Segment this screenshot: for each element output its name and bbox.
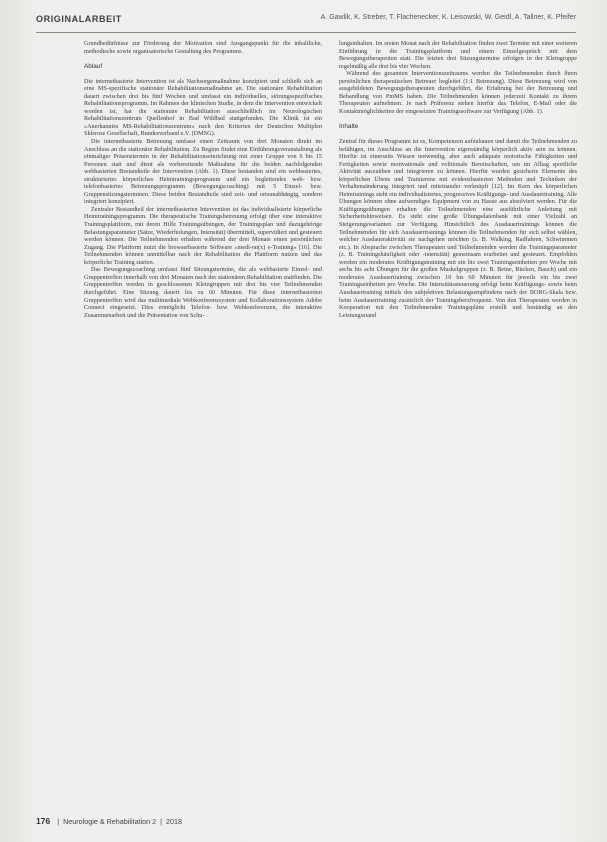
header-rule [36,32,576,33]
paragraph: Zentral für dieses Programm ist es, Kompetenzen aufzubauen und damit die Teilnehmenden zu befähigen, im Anschluss an die Intervention eigenständig körperlich aktiv sein zu können. Hierfür ist einerseits Wissen notwendig, aber auch adäquate motorische Fähigkeiten und Fertigkeiten sowie motivationale und volitionale Bereitschaften, um im Alltag sportliche Aktivität auszuüben und integrieren zu können. Hierfür wurden gesicherte Elemente des körperlichen Übens und Trainierens mit evidenzbasierten Methoden und Techniken der Verhaltensänderung integriert und miteinander verknüpft [12]. Im Kern des körperlichen Heimtrainings steht ein individualisiertes, progressives Kräftigungs- und Ausdauertraining. Alle Übungen können ohne aufwendiges Equipment von zu Hause aus absolviert werden. Für die Kräftigungsübungen erhalten die Teilnehmenden eine ausführliche Anleitung mit Sicherheitshinweisen. Es steht eine große Übungsdatenbank mit einer Vielzahl an Steigerungsvarianten zur Verfügung. Hinsichtlich des Ausdauertrainings können die Teilnehmenden für sich Ausdauertrainings können die Teilnehmenden für sich selbst wählen, welcher Ausdaueraktivität sie nachgehen möchten (z. B. Walking, Radfahren, Schwimmen etc.). In Absprache zwischen Therapeuten und Teilnehmenden werden die Trainingsparameter (z. B. Trainingshäufigkeit oder -intensität) gemeinsam erarbeitet und gesteuert. Empfohlen werden ein moderates Kräftigungstraining mit ein bis zwei Trainingseinheiten pro Woche mit sechs bis acht Übungen für die großen Muskelgruppen (z. B. Beine, Rücken, Bauch) und ein moderates Ausdauertraining zwischen 10 bis 60 Minuten für jeweils ein bis zwei Trainingseinheiten pro Woche. Die Intensitätssteuerung erfolgt beim Kräftigungs- sowie beim Ausdauertraining mittels des subjektiven Belastungsempfindens nach der BORG-Skala bzw. beim Ausdauertraining zusätzlich der Trainingsherzfrequenz. Von den Therapeuten werden in Kooperation mit den Teilnehmenden Trainingspläne erstellt und beständig an den Leistungsstand [339,138,577,319]
author-list: A. Gawlik, K. Streber, T. Flachenecker, K. Leisowski, W. Geidl, A. Tallner, K. Pfeifer [320,14,576,21]
page-footer [36,816,182,826]
page-header [36,14,576,28]
subheading-ablauf: Ablauf [84,63,103,71]
footer-separator: | [57,817,60,826]
left-column [84,40,322,319]
paragraph: Die internetbasierte Betreuung umfasst einen Zeitraum von drei Monaten direkt im Anschluss an die stationäre Rehabilitation. Zu Beginn findet eine Einführungsveranstaltung als einmaliger Präsenztermin in der Rehabilitationseinrichtung mit einer Gruppe von 6 bis 15 Personen statt und dient als vorbereitende Maßnahme für die beiden nachfolgenden webbasierten Bestandteile der Intervention (Abb. 1). Diese bestanden sind ein webbasiertes, strukturiertes körperliches Heimtrainingsprogramm und ein begleitendes web- bzw. telefonbasiertes Betreuungsprogramm (Bewegungscoaching) mit 5 Einzel- bzw. Gruppensitzungsterminen. Diese beiden Bestandteile sind zeit- und ortsunabhängig, sondern integriert konzipiert. [84,138,322,206]
paragraph: Während des gesamten Interventionszeitraums werden die Teilnehmenden durch ihren persönlichen therapeutischen Betreuer begleitet (1:1 Betreuung). Diese Betreuung wird von ausgebildeten Bewegungstherapeuten durchgeführt, die Erfahrung bei der Betreuung und Behandlung von PmMS haben. Die Teilnehmenden können jederzeit Kontakt zu ihrem Therapeuten aufnehmen. Je nach Präferenz stehen hierfür das Telefon, E-Mail oder die Kontaktmöglichkeiten der eingesetzten Trainingssoftware zur Verfügung (Abb. 1). [339,70,577,115]
paragraph: lungsinhalten. Im ersten Monat nach der Rehabilitation finden zwei Termine mit einer weiteren Einführung in die Trainingsplattform und einem Einzelgespräch mit dem Bewegungstherapeuten statt. Die letzten drei Sitzungstermine erfolgen in der Kleingruppe regelmäßig alle drei bis vier Wochen. [339,40,577,70]
paragraph: Grundbedürfnisse zur Förderung der Motivation sind Ausgangspunkt für die inhaltliche, methodische sowie organisatorische Gestaltung des Programms. [84,40,322,55]
paragraph: Das Bewegungscoaching umfasst fünf Sitzungstermine, die als webbasierte Einzel- und Gruppentreffen innerhalb von drei Monaten nach der stationären Rehabilitation stattfinden. Die Gruppentreffen werden in geschlossenen Kleingruppen mit drei bis vier Teilnehmenden durchgeführt. Eine Sitzung dauert bis zu 60 Minuten. Für diese internetbasierten Gruppentreffen wird das multimediale Webkonferenzsystem und Kollaborationssystem Adobe Connect eingesetzt. Dies ermöglicht Telefon- bzw. Webkonferenzen, die interaktive Zusammenarbeit und die Präsentation von Schu- [84,266,322,319]
journal-year: 2018 [166,817,183,826]
right-column [339,40,577,319]
paragraph: Zentraler Bestandteil der internetbasierten Intervention ist das individualisierte körperliche Heimtrainingsprogramm. Die therapeutische Trainingsbetreuung erfolgt über eine interaktive Trainingsplattform, mit deren Hilfe Trainingsübungen, der Trainingsplan und dazugehörige Belastungsparameter (Sätze, Wiederholungen, Intensität) übermittelt, supervidiert und gesteuert werden können. Die Teilnehmenden erhalten während der drei Monate einen persönlichen Zugang. Die Plattform nutzt die browserbasierte Software »medi-on(x) e-Training« [16]. Die Teilnehmenden können unmittelbar nach der Rehabilitation die Plattform nutzen und das körperliche Training starten. [84,205,322,266]
subheading-inhalte: Inhalte [339,123,359,131]
section-label: ORIGINALARBEIT [36,14,122,24]
journal-name: Neurologie & Rehabilitation 2 [63,817,157,826]
page-number: 176 [36,816,51,826]
footer-separator: | [160,817,163,826]
paragraph: Die internetbasierte Intervention ist als Nachsorgemaßnahme konzipiert und schließt sich an eine MS-spezifische stationäre Rehabilitationsmaßnahme an. Die stationäre Rehabilitation dauert zwischen drei bis fünf Wochen und umfasst ein individuelles, störungsspezifisches Rehabilitationsprogramm. Im Rahmen der klinischen Studie, in dem die Intervention entwickelt worden ist, hat die stationäre Rehabilitation ausschließlich im Neurologischen Rehabilitationszentrum Quellenhof in Bad Wildbad stattgefunden. Die Klinik ist ein »Anerkanntes MS-Rehabilitationszentrum« nach den Kriterien der Deutschen Multiplen Sklerose Gesellschaft, Bundesverband e.V. (DMSG). [84,77,322,138]
